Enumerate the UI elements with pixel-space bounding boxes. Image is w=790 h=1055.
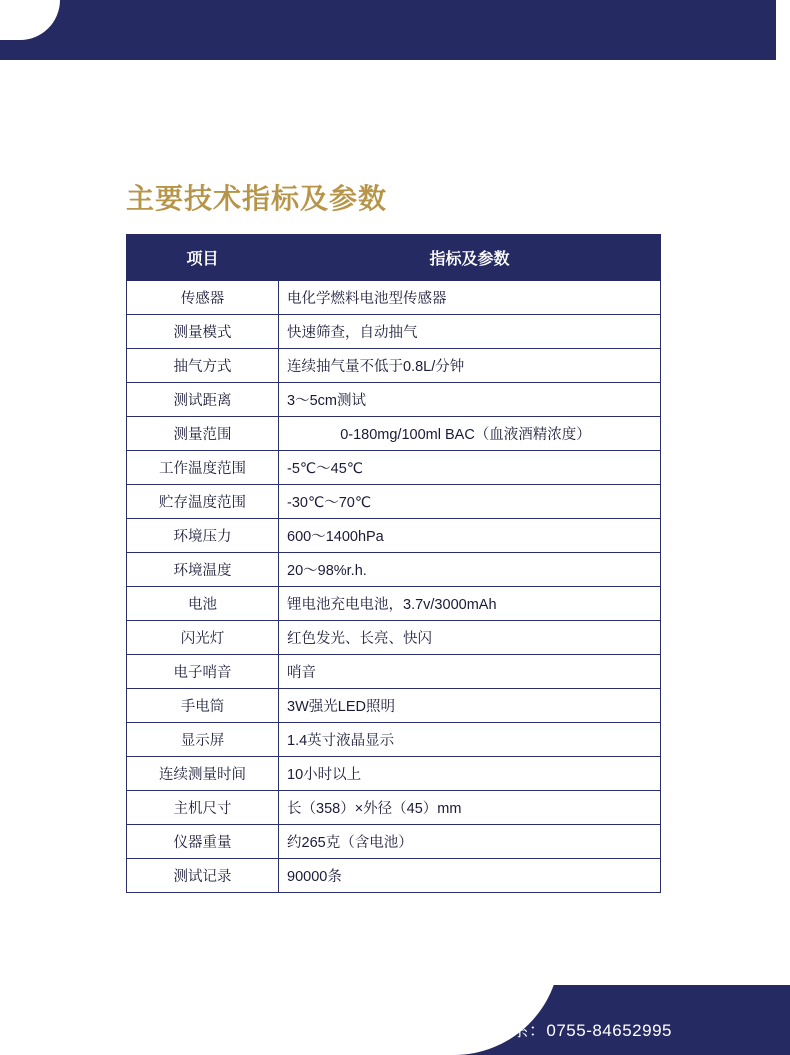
row-value: 1.4英寸液晶显示	[279, 723, 661, 757]
contact-phone: 电话联系：0755-84652995	[458, 1021, 672, 1040]
row-item: 主机尺寸	[127, 791, 279, 825]
row-item: 测量范围	[127, 417, 279, 451]
table-header-row	[127, 235, 661, 281]
bottom-band-curve-fill	[0, 985, 420, 1055]
row-value: 90000条	[279, 859, 661, 893]
row-item: 抽气方式	[127, 349, 279, 383]
row-value: 连续抽气量不低于0.8L/分钟	[279, 349, 661, 383]
row-item: 测试距离	[127, 383, 279, 417]
row-value: 3W强光LED照明	[279, 689, 661, 723]
table-row	[127, 757, 661, 791]
top-band-right-inner	[766, 0, 776, 60]
column-header-item: 项目	[127, 235, 279, 281]
table-row	[127, 587, 661, 621]
top-decorative-band	[0, 0, 790, 60]
bottom-decorative-band	[0, 985, 790, 1055]
top-band-notch	[0, 0, 60, 40]
row-value: 快速筛查，自动抽气	[279, 315, 661, 349]
row-value: 约265克（含电池）	[279, 825, 661, 859]
row-item: 测试记录	[127, 859, 279, 893]
row-value: -30℃～70℃	[279, 485, 661, 519]
row-value: 20～98%r.h.	[279, 553, 661, 587]
row-item: 工作温度范围	[127, 451, 279, 485]
row-item: 测量模式	[127, 315, 279, 349]
row-item: 闪光灯	[127, 621, 279, 655]
table-row	[127, 519, 661, 553]
table-row	[127, 621, 661, 655]
spec-table-container	[126, 234, 660, 893]
row-item: 仪器重量	[127, 825, 279, 859]
row-value: 电化学燃料电池型传感器	[279, 281, 661, 315]
row-item: 手电筒	[127, 689, 279, 723]
table-row	[127, 655, 661, 689]
row-value: 10小时以上	[279, 757, 661, 791]
spec-table-body	[127, 281, 661, 893]
row-item: 贮存温度范围	[127, 485, 279, 519]
table-row	[127, 859, 661, 893]
row-value: 红色发光、长亮、快闪	[279, 621, 661, 655]
table-row	[127, 553, 661, 587]
row-value: -5℃～45℃	[279, 451, 661, 485]
column-header-value: 指标及参数	[279, 235, 661, 281]
row-value: 长（358）×外径（45）mm	[279, 791, 661, 825]
row-item: 传感器	[127, 281, 279, 315]
row-item: 显示屏	[127, 723, 279, 757]
table-row	[127, 281, 661, 315]
table-row	[127, 417, 661, 451]
table-row	[127, 315, 661, 349]
table-row	[127, 485, 661, 519]
table-row	[127, 723, 661, 757]
table-row	[127, 349, 661, 383]
table-row	[127, 383, 661, 417]
table-row	[127, 689, 661, 723]
table-row	[127, 791, 661, 825]
row-item: 电子哨音	[127, 655, 279, 689]
spec-table-head	[127, 235, 661, 281]
row-value: 锂电池充电电池，3.7v/3000mAh	[279, 587, 661, 621]
row-item: 连续测量时间	[127, 757, 279, 791]
row-item: 环境压力	[127, 519, 279, 553]
top-band-right-margin	[776, 0, 790, 60]
row-value: 哨音	[279, 655, 661, 689]
row-item: 电池	[127, 587, 279, 621]
table-row	[127, 451, 661, 485]
row-item: 环境温度	[127, 553, 279, 587]
table-row	[127, 825, 661, 859]
row-value: 3～5cm测试	[279, 383, 661, 417]
row-value: 600～1400hPa	[279, 519, 661, 553]
spec-table	[126, 234, 661, 893]
row-value: 0-180mg/100ml BAC（血液酒精浓度）	[279, 417, 661, 451]
page-title: 主要技术指标及参数	[126, 182, 388, 214]
